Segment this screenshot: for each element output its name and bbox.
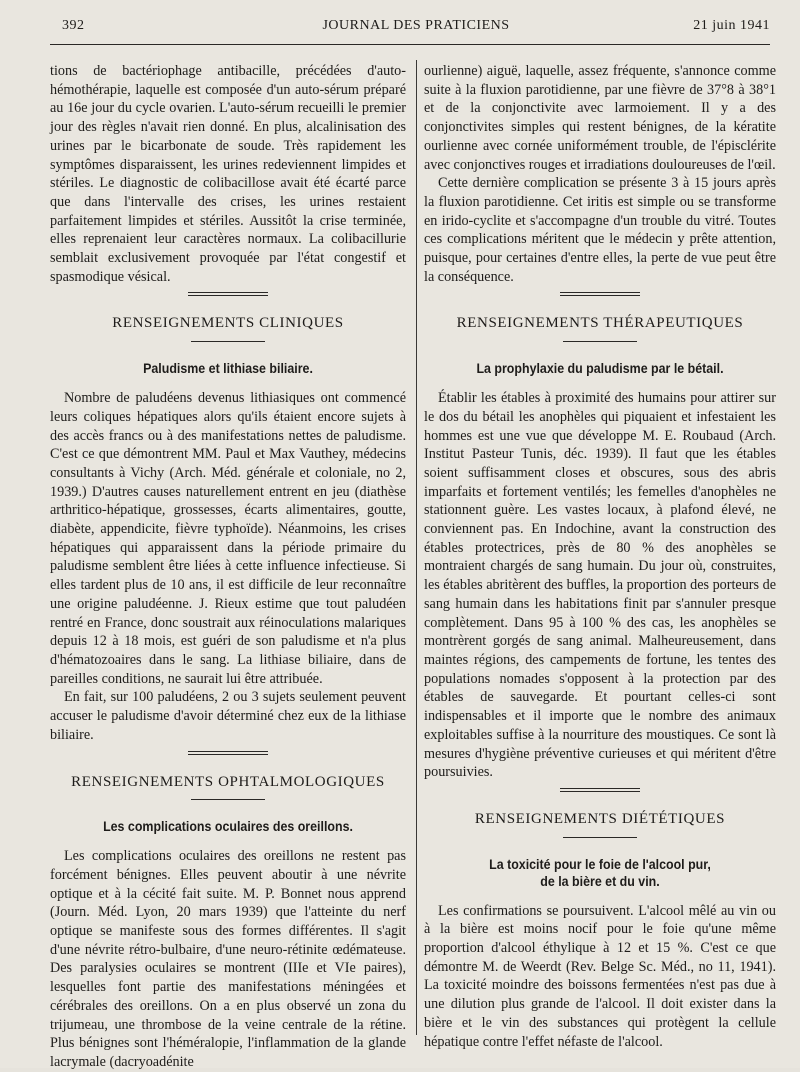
journal-title: JOURNAL DES PRATICIENS (322, 18, 510, 33)
article-paragraph: Cette dernière complication se présente 3 à 15 jours après la fluxion parotidienne. Cet iritis est simple ou se transforme en irido-cyclite et s'accompagne d'un trouble du vitré. Toutes ces complications méritent que le médecin y prête attention, puisque, pour certaines d'entre elles, la perte de vue peut être la conséquence. (424, 175, 776, 285)
left-column (50, 62, 406, 1072)
short-rule (191, 341, 265, 342)
article-paragraph: Nombre de paludéens devenus lithiasiques ont commencé leurs coliques hépatiques alors qu'ils étaient encore sujets à des accès francs ou à des manifestations nettes de paludisme. C'est ce que démontrent MM. Paul et Max Vauthey, médecins consultants à Vichy (Arch. Méd. générale et coloniale, no 2, 1939.) D'autres causes naturellement entrent en jeu (diathèse arthritico-hépatique, grossesses, écarts alimentaires, goutte, diabète, appendicite, fièvre typhoïde). Néanmoins, les crises hépatiques qui apparaissent dans la période primaire du paludisme semblent être liées à cette influence infectieuse. Si elles tardent plus de 10 ans, il est difficile de leur reconnaître une origine paludéenne. J. Rieux estime que tout paludéen rentré en France, donc soustrait aux réinoculations malariques depuis 12 à 18 mois, est guéri de son paludisme et n'a plus d'hématozoaires dans le sang. La lithiase biliaire, dans de pareilles conditions, ne saurait lui être attribuée. (50, 390, 406, 687)
double-rule (188, 292, 268, 296)
article-title (438, 856, 762, 890)
column-divider (416, 60, 417, 1035)
double-rule (188, 751, 268, 755)
article-title: Les complications oculaires des oreillons. (103, 819, 353, 835)
short-rule (563, 837, 637, 838)
article-paragraph: Les confirmations se poursuivent. L'alcool mêlé au vin ou à la bière est moins nocif pour le foie qu'une même proportion d'alcool éthylique à 12 et 15 %. C'est ce que démontre M. de Weerdt (Rev. Belge Sc. Méd., no 11, 1941). La toxicité moindre des boissons fermentées n'est pas due à une dilution plus grande de l'alcool. Il doit exister dans la bière et le vin des substances qui protègent la cellule hépatique contre l'effet néfaste de l'alcool. (424, 902, 776, 1050)
article-title: Paludisme et lithiase biliaire. (143, 361, 313, 377)
article-paragraph: En fait, sur 100 paludéens, 2 ou 3 sujets seulement peuvent accuser le paludisme d'avoir déterminé chez eux de la lithiase biliaire. (50, 689, 406, 743)
section-rubric: RENSEIGNEMENTS CLINIQUES (112, 315, 344, 332)
short-rule (563, 341, 637, 342)
right-column (424, 62, 776, 1051)
section-rubric: RENSEIGNEMENTS THÉRAPEUTIQUES (456, 315, 744, 332)
continued-paragraph: tions de bactériophage antibacille, précédées d'auto-hémothérapie, laquelle est composée d'un auto-sérum préparé au 16e jour du cycle ovarien. L'auto-sérum recueilli le premier jour des règles n'avait rien donné. En plus, alcalinisation des urines par le bicarbonate de soude. Très rapidement les symptômes disparaissent, les urines redeviennent limpides et stériles. Le diagnostic de colibacillose avait été écarté parce que dans l'intervalle des crises, les urines restaient parfaitement limpides et stériles. Aussitôt la crise terminée, elles reprenaient leur caractères normaux. La colibacillurie semblait exclusivement provoquée par l'état congestif et spasmodique vésical. (50, 63, 406, 285)
page-header (62, 18, 770, 40)
page-number: 392 (62, 18, 85, 33)
article-paragraph: Établir les étables à proximité des humains pour attirer sur le dos du bétail les anophèles qui piquaient et infestaient les hommes est une vue que développe M. E. Roubaud (Arch. Institut Pasteur Tunis, déc. 1939). Il faut que les étables soient suffisamment closes et obscures, sous des abris imparfaits et fortement ventilés; les femelles d'anophèles ne stationnent guère. Les vastes locaux, à plafond élevé, ne conviennent pas. En Indochine, avant la construction des étables protectrices, près de 80 % des anophèles se montraient chargés de sang humain. Du jour où, construites, les étables abritèrent des buffles, la proportion des porteurs de sang humain dans les habitations finit par s'annuler presque complètement. Dans 95 à 100 % des cas, les anophèles se montrèrent gorgés de sang animal. Malheureusement, dans maintes régions, des campements de fortune, les tentes des populations nomades s'opposent à la protection par des étables de sauvegarde. Et pourtant celles-ci sont indispensables et il importe que le nombre des animaux exploitables suffise à la nourriture des moustiques. Ce sont là mesures d'hygiène préventive curieuses et qui méritent d'être poursuivies. (424, 390, 776, 781)
issue-date: 21 juin 1941 (693, 18, 770, 33)
article-paragraph: Les complications oculaires des oreillons ne restent pas forcément bénignes. Elles peuvent aboutir à une névrite optique et à la cécité fait suite. M. P. Bonnet nous apprend (Journ. Méd. Lyon, 20 mars 1939) que l'atteinte du nerf optique se manifeste sous des formes différentes. Il s'agit d'une névrite rétro-bulbaire, d'une neuro-rétinite œdémateuse. Des paralysies oculaires se montrent (IIIe et VIe paires), lesquelles font partie des manifestations méningées et cérébrales des oreillons. On a en plus observé un zona du trijumeau, une thrombose de la veine centrale de la rétine. Plus bénignes sont l'héméralopie, l'inflammation de la glande lacrymale (dacryoadénite (50, 848, 406, 1070)
short-rule (191, 799, 265, 800)
article-title-line: de la bière et du vin. (540, 873, 660, 889)
continued-paragraph: ourlienne) aiguë, laquelle, assez fréquente, s'annonce comme suite à la fluxion parotidienne, par une fièvre de 37°8 à 38°1 et de la conjonctivite avec larmoiement. Il y a des conjonctivites simples qui restent bénignes, de la kératite ourlienne avec cornée uniformément trouble, de l'épisclérite avec conjonctives rouges et irradiations douloureuses de l'œil. (424, 63, 776, 173)
section-rubric: RENSEIGNEMENTS OPHTALMOLOGIQUES (71, 773, 385, 790)
article-title: La prophylaxie du paludisme par le bétail. (476, 361, 724, 377)
section-rubric: RENSEIGNEMENTS DIÉTÉTIQUES (474, 810, 726, 827)
double-rule (560, 788, 640, 792)
double-rule (560, 292, 640, 296)
article-title-line: La toxicité pour le foie de l'alcool pur, (489, 856, 711, 872)
header-rule (50, 44, 770, 45)
